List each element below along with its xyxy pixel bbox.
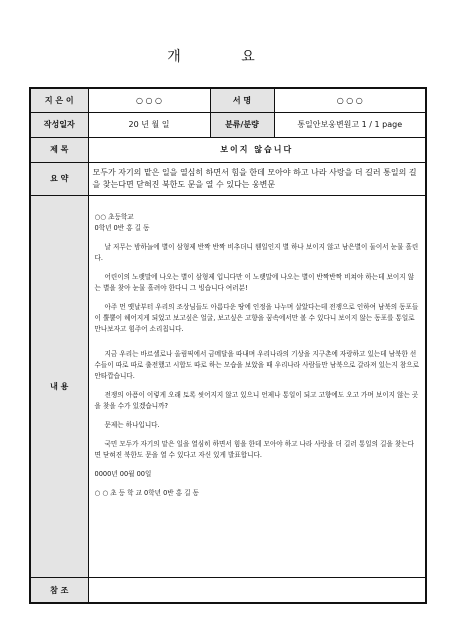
paragraph-2: 어린이의 노랫말에 나오는 별이 삼형제 입니다만 이 노랫말에 나오는 별이 반짝반짝 비쳐야 하는데 보이지 않는 별을 찾아 눈물 흘려야 한다니 그 빙습니다 여러분! [94, 273, 415, 293]
reference-label: 참 조 [30, 578, 88, 603]
summary-row [30, 162, 426, 195]
date-label: 작성일자 [30, 112, 88, 137]
summary-form-table [29, 87, 427, 604]
class-line: 0학년 0반 홍 길 동 [94, 224, 150, 233]
page-title: 개 요 [167, 49, 283, 65]
author-row [30, 88, 426, 112]
paragraph-1: 날 저무는 밤하늘에 별이 삼형제 반짝 반짝 비추더니 웬일인지 별 하나 보이지 않고 남은별이 둘이서 눈물 흘린다. [94, 243, 419, 263]
name-value: ○ ○ ○ [274, 88, 426, 112]
date-value: 20 년 월 일 [88, 112, 210, 137]
reference-value [88, 578, 426, 603]
subject-value: 보이지 않습니다 [88, 137, 426, 162]
paragraph-3: 아주 먼 옛날부터 우리의 조상님들도 아름다운 땅에 인정을 나누며 살았다는데 전쟁으로 인하여 남북의 동포들이 뿔뿔이 헤어지게 되었고 보고싶은 얼굴, 보고싶은 고향을 꿈속에서만 볼 수 있다니 보이지 않는 동포를 통일로 만나보자고 힘주어 소리칩니다. [94, 303, 419, 334]
date-row [30, 112, 426, 137]
category-label: 분류/분량 [210, 112, 274, 137]
category-value: 통일안보웅변원고 1 / 1 page [274, 112, 426, 137]
paragraph-7: 국민 모두가 자기의 맡은 일을 열심히 하면서 힘을 한데 모아야 하고 나라 사랑을 더 길러 통일의 길을 찾는다면 닫혀진 북한도 문을 열 수 있다고 자신 있게 발표합니다. [94, 440, 415, 460]
date-line: 0000년 00월 00일 [94, 470, 152, 479]
content-label: 내 용 [30, 196, 88, 578]
author-value: ○ ○ ○ [88, 88, 210, 112]
summary-label: 요 약 [30, 162, 88, 195]
school-line: ○○ 초등학교 [94, 213, 134, 222]
author-label: 지 은 이 [30, 88, 88, 112]
paragraph-6: 문제는 하나입니다. [104, 421, 160, 430]
reference-row [30, 578, 426, 603]
paragraph-4: 지금 우리는 바르셀로나 올림픽에서 금메달을 따내며 우리나라의 기상을 지구촌에 자랑하고 있는데 남북한 선수들이 따로 따로 출전했고 시합도 따로 하는 모습을 보았을 때 우리나라 사람들만 남북으로 갈라져 있는지 참으로 안타깝습니다. [94, 350, 419, 381]
summary-value: 모두가 자기의 맡은 일을 열심히 하면서 힘을 한데 모아야 하고 나라 사랑을 더 길러 통일의 길을 찾는다면 닫혀진 북한도 문을 열 수 있다는 웅변문 [88, 162, 426, 195]
content-body [88, 196, 426, 578]
content-row [30, 196, 426, 578]
subject-label: 제 목 [30, 137, 88, 162]
paragraph-5: 전쟁의 아픔이 이렇게 오래 토록 씻어지지 않고 있으니 언제나 통일이 되고 고향에도 오고 가며 보이지 않는 곳을 찾을 수가 있겠습니까? [94, 391, 419, 411]
name-label: 서 명 [210, 88, 274, 112]
subject-row [30, 137, 426, 162]
signature-line: ○ ○ 초 등 학 교 0학년 0반 홍 길 동 [94, 489, 200, 498]
